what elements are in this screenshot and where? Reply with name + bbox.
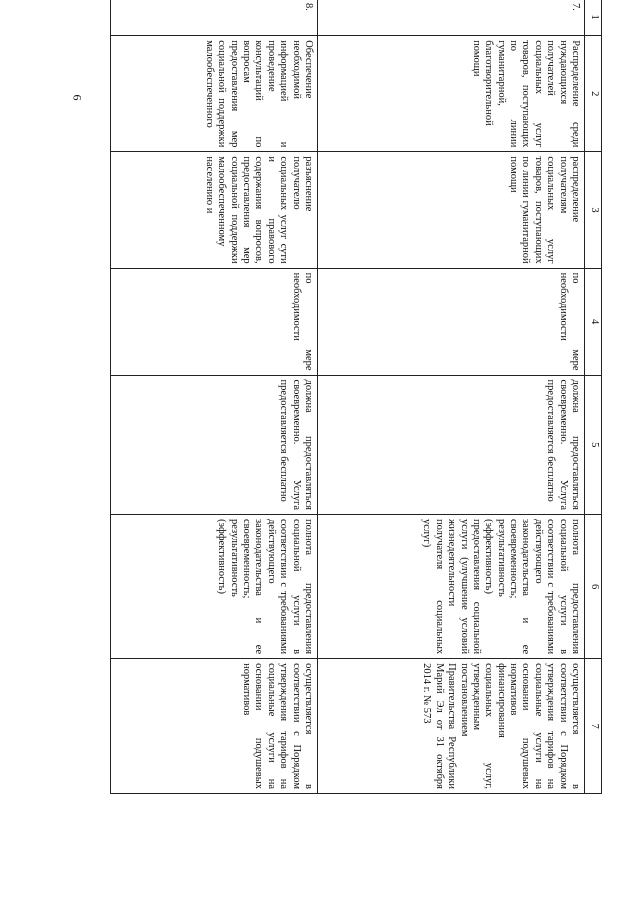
row-number-cell: 8. xyxy=(111,0,318,36)
row-number-cell: 7. xyxy=(318,0,585,36)
column-number-header: 6 xyxy=(585,515,602,659)
column-number-header: 5 xyxy=(585,375,602,514)
service-conditions-cell: должна предоставляться своевременно. Услуга предоставляется бесплатно xyxy=(111,375,318,514)
service-name-cell: Обеспечение необходимой информацией и проведение консультаций по вопросам предоставления мер социальной поддержки малообеспеченного xyxy=(111,36,318,152)
service-timing-cell: по мере необходимости xyxy=(111,268,318,375)
service-quality-cell: полнота предоставления социальной услуги в соответствии с требованиями действующего законодательства и ее своевременность; результативность (эффективность) предоставления социальной услуги (улучшение условий жизнедеятельности получателя социальных услуг) xyxy=(318,515,585,659)
table-header-row xyxy=(585,0,602,794)
column-number-header: 3 xyxy=(585,152,602,268)
rotated-page-content xyxy=(104,0,602,794)
service-name-cell: Распределение среди нуждающихся получателей социальных услуг товаров, поступающих по линии гуманитарной, благотворительной помощи xyxy=(318,36,585,152)
service-quality-cell: полнота предоставления социальной услуги в соответствии с требованиями действующего законодательства и ее своевременность; результативность (эффективность) xyxy=(111,515,318,659)
service-description-cell: разъяснение получателю социальных услуг сути и правового содержания вопросов, предоставления мер социальной поддержки малообеспеченному населению и xyxy=(111,152,318,268)
service-conditions-cell: должна предоставляться своевременно. Услуга предоставляется бесплатно xyxy=(318,375,585,514)
column-number-header: 1 xyxy=(585,0,602,36)
service-payment-cell: осуществляется в соответствии с Порядком утверждения тарифов на социальные услуги на основании подушевых нормативов xyxy=(111,659,318,794)
service-payment-cell: осуществляется в соответствии с Порядком утверждения тарифов на социальные услуги на основании подушевых нормативов финансирования социальных услуг, утвержденным постановлением Правительства Республики Марий Эл от 31 октября 2014 г. № 573 xyxy=(318,659,585,794)
service-timing-cell: по мере необходимости xyxy=(318,268,585,375)
services-table xyxy=(110,0,602,794)
column-number-header: 7 xyxy=(585,659,602,794)
page-number: 6 xyxy=(70,94,85,101)
table-row xyxy=(111,0,318,794)
table-row xyxy=(318,0,585,794)
service-description-cell: распределение получателям социальных услуг товаров, поступающих по линии гуманитарной помощи xyxy=(318,152,585,268)
column-number-header: 2 xyxy=(585,36,602,152)
column-number-header: 4 xyxy=(585,268,602,375)
